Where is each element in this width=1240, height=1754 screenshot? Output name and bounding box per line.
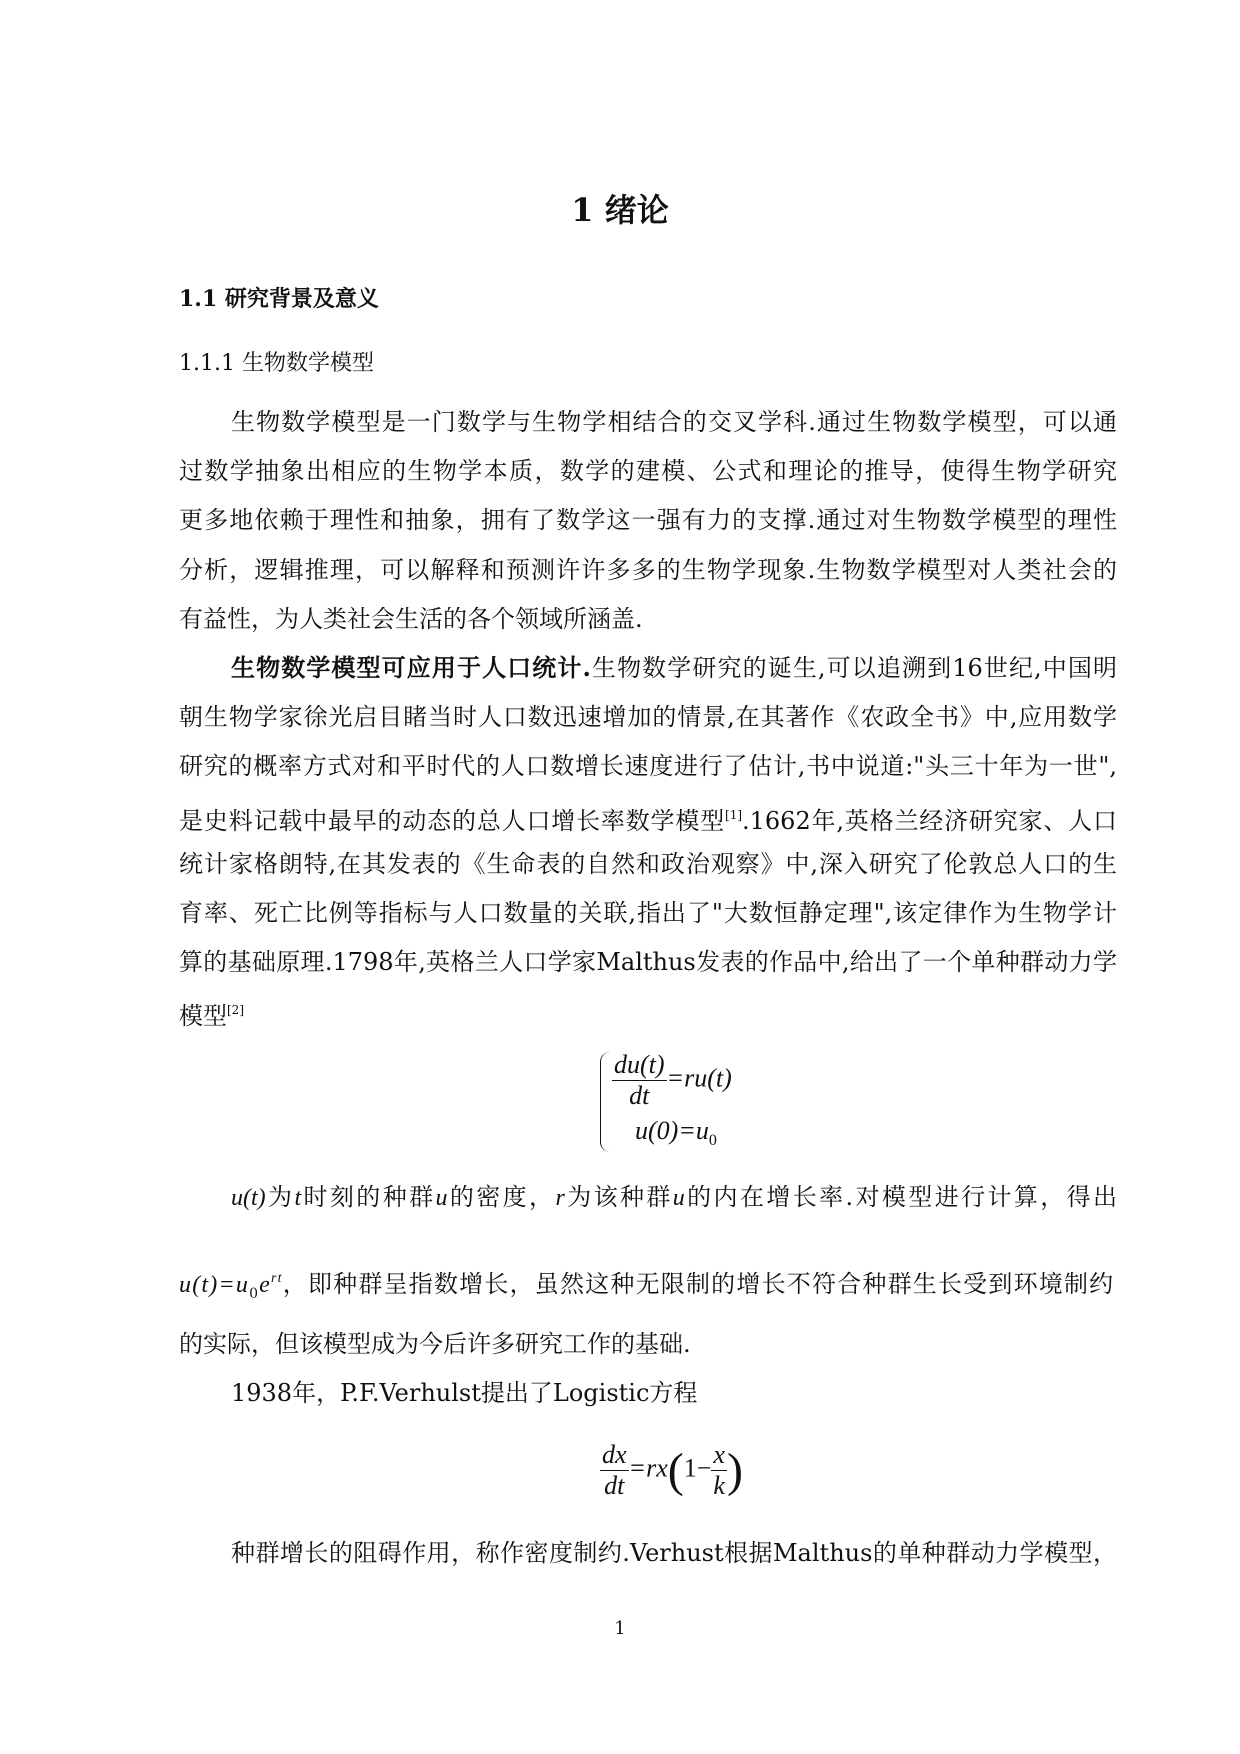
m: r	[555, 1185, 565, 1211]
m: u(t)=u	[179, 1272, 250, 1298]
m: u(t)	[231, 1185, 266, 1211]
citation-2[interactable]: [2]	[227, 1003, 244, 1017]
text-line: 有益性，为人类社会生活的各个领域所涵盖.	[179, 605, 643, 633]
t: 的密度，	[447, 1183, 556, 1211]
text-line	[179, 800, 1117, 836]
text-line: 种群增长的阻碍作用，称作密度制约.Verhust根据Malthus的单种群动力学模型，	[231, 1539, 1117, 1567]
text: u(0)=u	[635, 1116, 709, 1145]
denominator: dt	[629, 1081, 650, 1110]
paren: (	[667, 1444, 684, 1497]
m: u	[435, 1185, 448, 1211]
superscript: rt	[271, 1271, 283, 1286]
text-line: 统计家格朗特,在其发表的《生命表的自然和政治观察》中,深入研究了伦敦总人口的生	[179, 850, 1117, 878]
fraction	[711, 1440, 727, 1501]
text-line: 生物数学模型是一门数学与生物学相结合的交叉学科.通过生物数学模型，可以通	[231, 408, 1117, 436]
subscript: 0	[708, 1132, 717, 1150]
text: 模型	[179, 1002, 227, 1030]
t: =rx	[628, 1453, 668, 1483]
text-line: 朝生物学家徐光启目睹当时人口数迅速增加的情景,在其著作《农政全书》中,应用数学	[179, 703, 1117, 731]
fraction	[612, 1050, 667, 1111]
text-line: 算的基础原理.1798年,英格兰人口学家Malthus发表的作品中,给出了一个单种群动力学	[179, 948, 1117, 976]
chapter-title: 1 绪论	[571, 191, 669, 229]
text-line	[179, 1264, 1117, 1309]
text-line	[231, 1182, 1117, 1213]
section-heading: 1.1 研究背景及意义	[179, 286, 379, 312]
text-line: 1938年，P.F.Verhulst提出了Logistic方程	[231, 1379, 698, 1407]
t: 时刻的种群	[301, 1183, 436, 1211]
m: u	[672, 1185, 685, 1211]
text: 是史料记载中最早的动态的总人口增长率数学模型	[179, 807, 726, 835]
malthus-equation	[612, 1050, 732, 1111]
numerator: x	[713, 1440, 725, 1469]
logistic-equation	[600, 1440, 743, 1501]
numerator: du(t)	[614, 1050, 665, 1079]
citation-1[interactable]: [1]	[725, 808, 743, 822]
t: 为该种群	[564, 1183, 673, 1211]
paren: )	[726, 1444, 743, 1497]
t: 为	[265, 1183, 295, 1211]
text-line: 的实际，但该模型成为今后许多研究工作的基础.	[179, 1330, 691, 1358]
initial-condition	[635, 1116, 717, 1150]
rhs: =ru(t)	[666, 1063, 732, 1093]
subsection-heading: 1.1.1 生物数学模型	[179, 351, 374, 376]
text-line: 研究的概率方式对和平时代的人口数增长速度进行了估计,书中说道:"头三十年为一世",	[179, 752, 1117, 780]
text-line: 分析，逻辑推理，可以解释和预测许许多多的生物学现象.生物数学模型对人类社会的	[179, 556, 1117, 584]
text-line: 更多地依赖于理性和抽象，拥有了数学这一强有力的支撑.通过对生物数学模型的理性	[179, 506, 1117, 534]
text: .1662年,英格兰经济研究家、人口	[742, 807, 1117, 835]
text-line	[179, 995, 1117, 1031]
subscript: 0	[249, 1285, 260, 1302]
denominator: dt	[604, 1471, 625, 1500]
numerator: dx	[602, 1440, 627, 1469]
t: ，即种群呈指数增长，虽然这种无限制的增长不符合种群生长受到环境制约	[282, 1270, 1115, 1298]
text-line: 过数学抽象出相应的生物学本质，数学的建模、公式和理论的推导，使得生物学研究	[179, 457, 1117, 485]
t: 的内在增长率.对模型进行计算，得出	[684, 1183, 1118, 1211]
denominator: k	[713, 1471, 725, 1500]
equation-brace	[600, 1052, 611, 1152]
text-line: 育率、死亡比例等指标与人口数量的关联,指出了"大数恒静定理",该定律作为生物学计	[179, 899, 1117, 927]
fraction	[600, 1440, 629, 1501]
m: t	[294, 1185, 302, 1211]
t: 1−	[683, 1453, 712, 1483]
page-number: 1	[614, 1618, 626, 1639]
text: 生物数学研究的诞生,可以追溯到16世纪,中国明	[590, 654, 1118, 682]
text-line	[231, 653, 1117, 683]
m: e	[259, 1272, 272, 1298]
bold-lead: 生物数学模型可应用于人口统计.	[231, 653, 591, 682]
